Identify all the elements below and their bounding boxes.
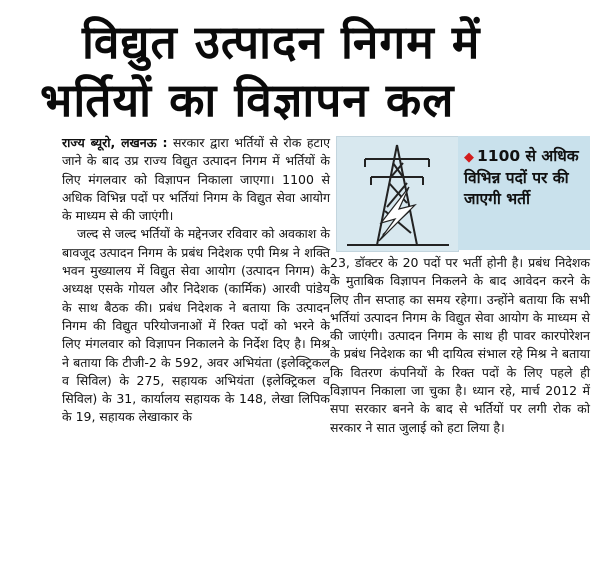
highlight-callout — [458, 136, 590, 250]
headline-line-1: विद्युत उत्पादन निगम में — [82, 15, 481, 69]
paragraph-1-text: सरकार द्वारा भर्तियों से रोक हटाए जाने के बाद उप्र राज्य विद्युत उत्पादन निगम में भर्तियों के लिए मंगलवार को विज्ञापन निकाला जाएगा। 1100 से अधिक विभिन्न पदों पर भर्तियां निगम के विद्युत सेवा आयोग के माध्यम से की जाएंगी। — [62, 135, 330, 224]
power-tower-graphic — [336, 136, 459, 252]
article-column-left — [62, 134, 330, 427]
byline: राज्य ब्यूरो, लखनऊ : — [62, 135, 168, 150]
power-tower-lightning-icon — [337, 137, 458, 251]
lead-paragraph — [62, 134, 330, 225]
paragraph-2: जल्द से जल्द भर्तियों के मद्देनजर रविवार को अवकाश के बावजूद उत्पादन निगम के प्रबंध निदेशक एपी मिश्र ने शक्ति भवन मुख्यालय में विद्युत सेवा आयोग (उत्पादन निगम) के अध्यक्ष एसके गोयल और निदेशक (कार्मिक) आरवी पांडेय के साथ बैठक की। प्रबंध निदेशक ने बताया कि उत्पादन निगम की विद्युत परियोजनाओं में रिक्त पदों को भरने के लिए मंगलवार को विज्ञापन निकालने के निर्देश दिए है। मिश्र ने बताया कि टीजी-2 के 592, अवर अभियंता (इलेक्ट्रिकल व सिविल) के 275, सहायक अभियंता (इलेक्ट्रिकल व सिविल) के 31, कार्यालय सहायक के 148, लेखा लिपिक के 19, सहायक लेखाकार के — [62, 226, 330, 425]
callout-text: 1100 से अधिक विभिन्न पदों पर की जाएगी भर्ती — [464, 147, 579, 208]
paragraph-3: 23, डॉक्टर के 20 पदों पर भर्ती होनी है। प्रबंध निदेशक के मुताबिक विज्ञापन निकलने के बाद आवेदन करने के लिए तीन सप्ताह का समय रहेगा। उन्होंने बताया कि सभी भर्तियां उत्पादन निगम के विद्युत सेवा आयोग के माध्यम से की जाएंगी। उत्पादन निगम के साथ ही पावर कारपोरेशन के प्रबंध निदेशक का भी दायित्व संभाल रहे मिश्र ने बताया कि वितरण कंपनियों के रिक्त पदों के लिए पहले ही विज्ञापन निकाला जा चुका है। ध्यान रहे, मार्च 2012 में सपा सरकार बनने के बाद से भर्तियों पर लगी रोक को सरकार ने सात जुलाई को हटा लिया है। — [330, 255, 590, 435]
headline-line-2: भर्तियों का विज्ञापन कल — [40, 73, 455, 127]
diamond-bullet-icon: ◆ — [464, 150, 474, 165]
article-column-right — [330, 254, 590, 437]
